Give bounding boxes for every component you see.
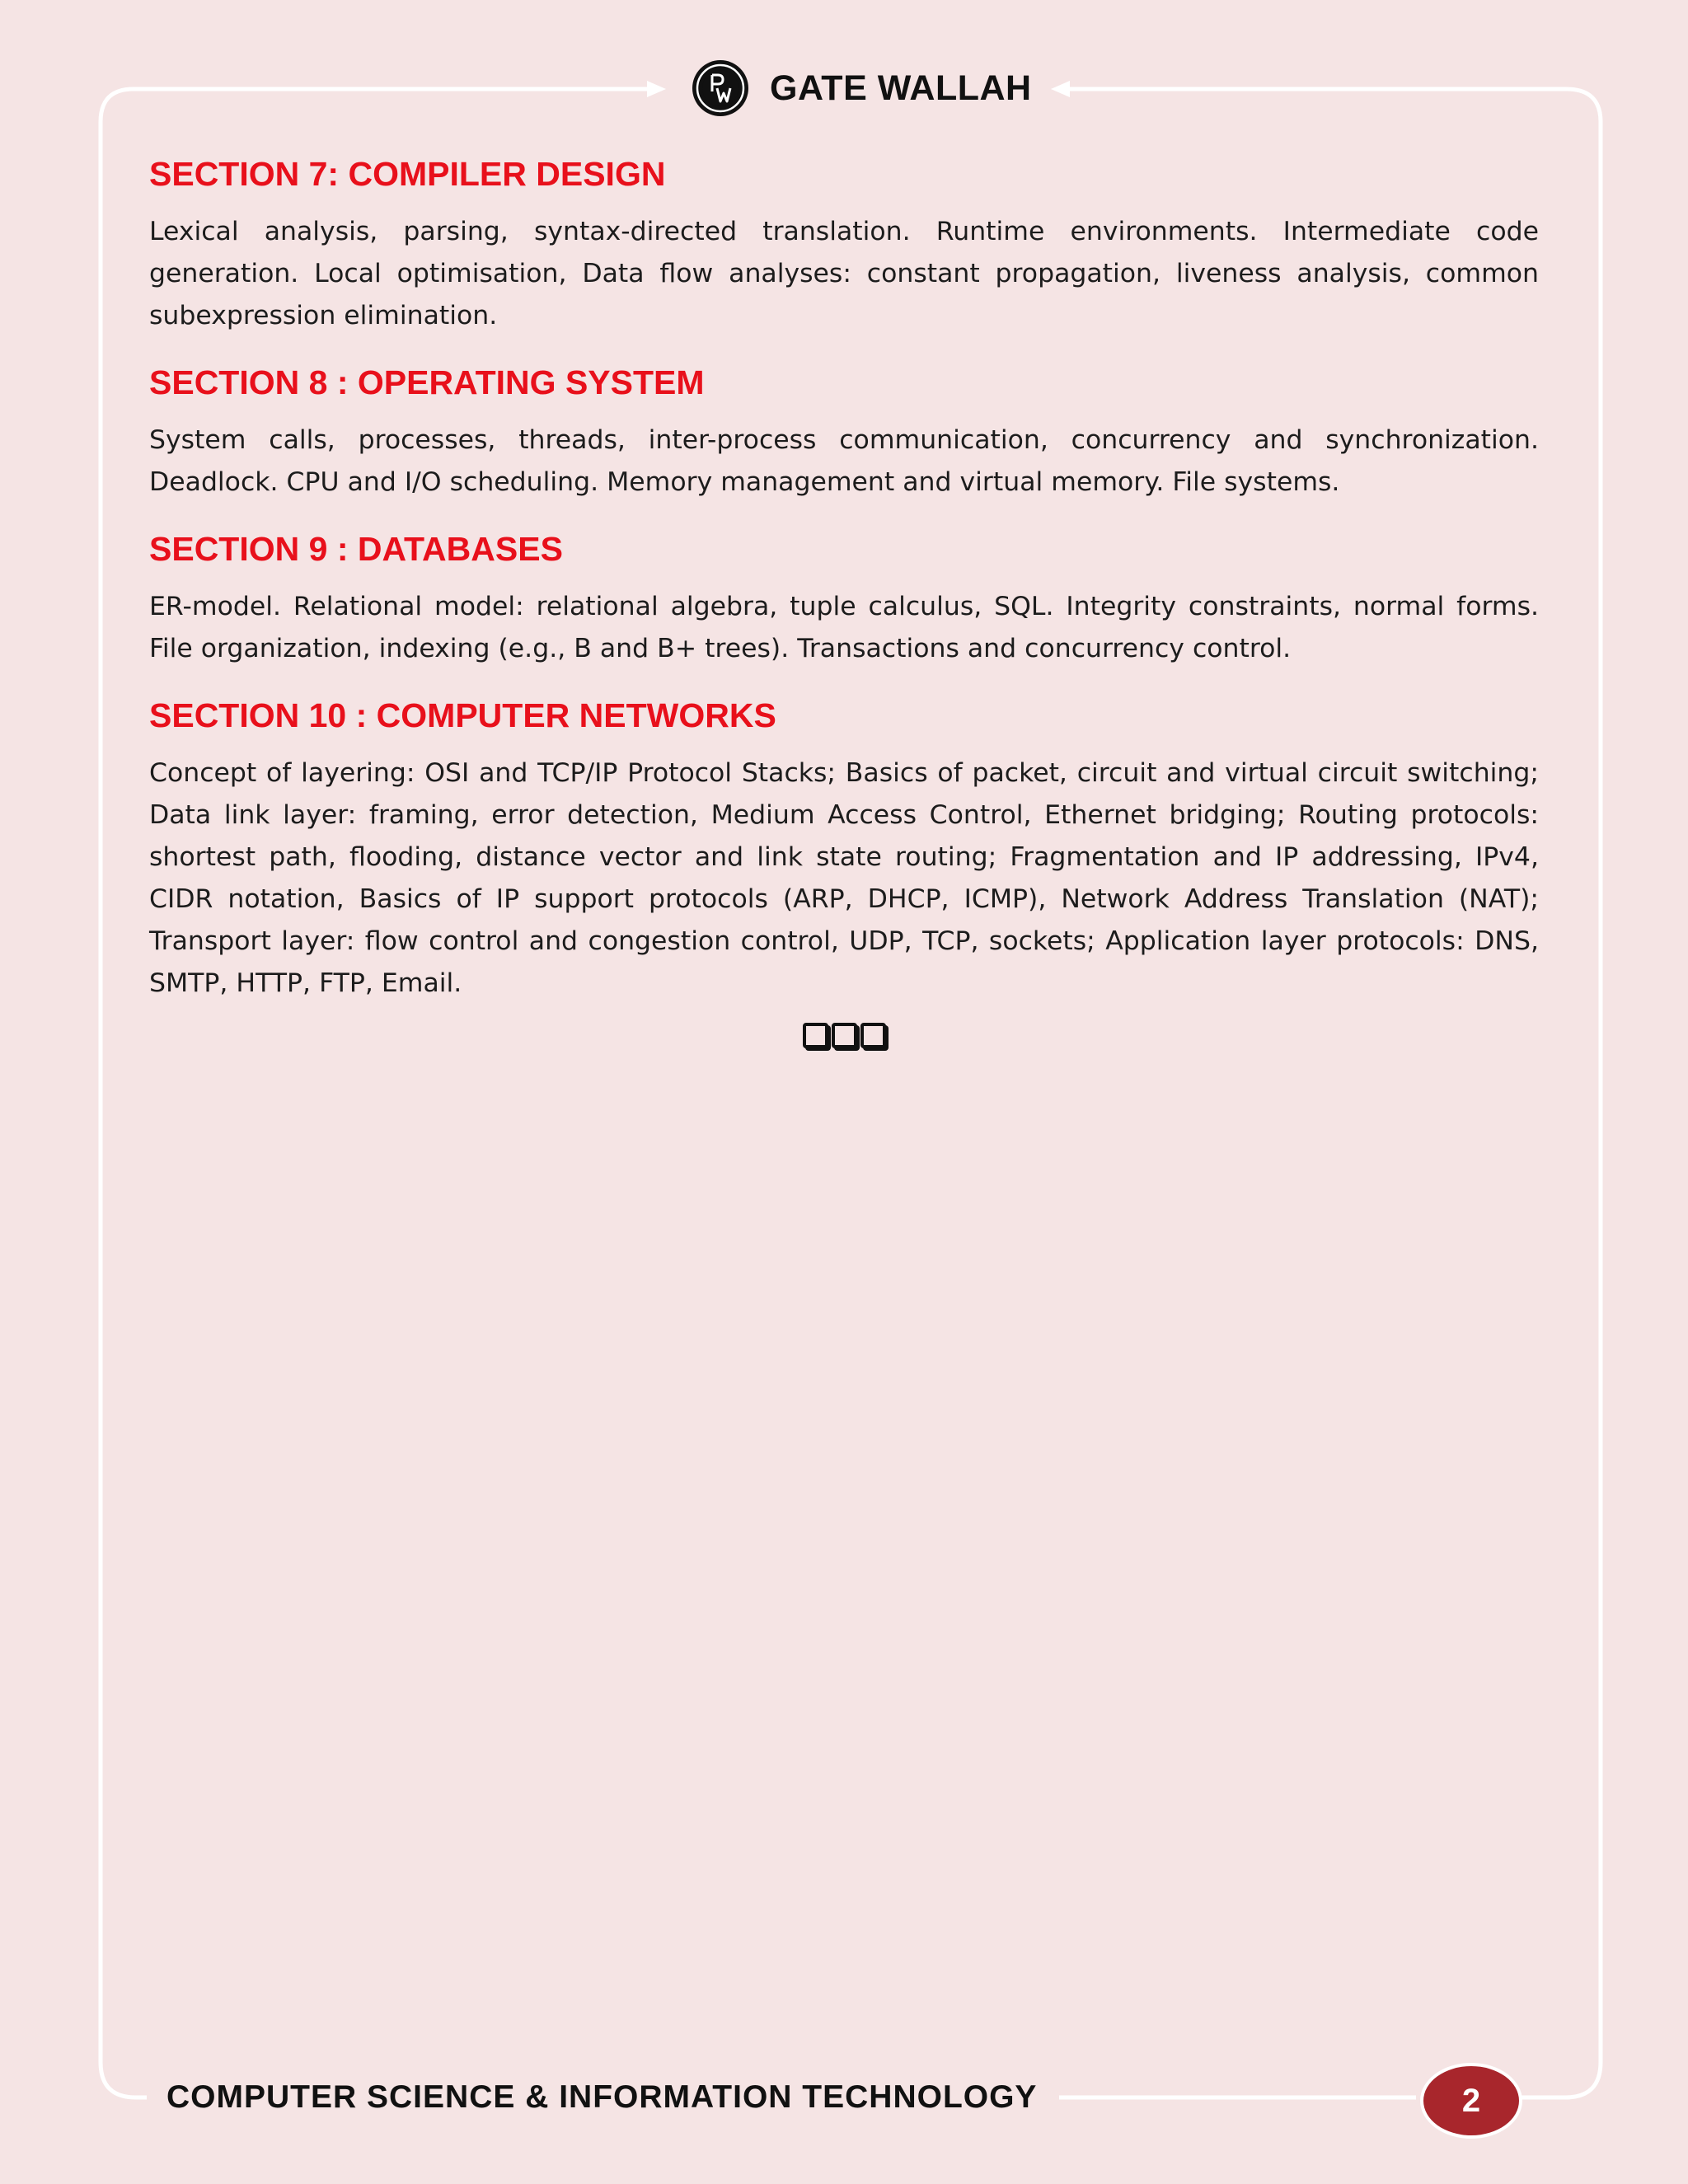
brand-name: GATE WALLAH xyxy=(770,68,1032,108)
section-body: Lexical analysis, parsing, syntax-directed translation. Runtime environments. Intermediate code generation. Local optimisation, Data flow analyses: constant propagation, liveness analysis, common subexpression elimination. xyxy=(149,217,1539,330)
section-title: SECTION 7: COMPILER DESIGN xyxy=(149,155,666,193)
section-title: SECTION 10 : COMPUTER NETWORKS xyxy=(149,696,776,734)
end-box-icon xyxy=(803,1023,828,1048)
section-body: ER-model. Relational model: relational algebra, tuple calculus, SQL. Integrity constraints, normal forms. File organization, indexing (e.g., B and B+ trees). Transactions and concurrency control. xyxy=(149,592,1539,663)
header xyxy=(691,58,1032,119)
end-box-icon xyxy=(860,1023,886,1048)
section-body: System calls, processes, threads, inter-process communication, concurrency and synchronization. Deadlock. CPU and I/O scheduling. Memory management and virtual memory. File systems. xyxy=(149,425,1539,497)
footer-subject-title: COMPUTER SCIENCE & INFORMATION TECHNOLOGY xyxy=(166,2079,1038,2115)
section-title: SECTION 8 : OPERATING SYSTEM xyxy=(149,363,705,401)
section-body: Concept of layering: OSI and TCP/IP Protocol Stacks; Basics of packet, circuit and virtual circuit switching; Data link layer: framing, error detection, Medium Access Control, Ethernet bridging; Routing protocols: shortest path, flooding, distance vector and link state routing; Fragmentation and IP addressing, IPv4, CIDR notation, Basics of IP support protocols (ARP, DHCP, ICMP), Network Address Translation (NAT); Transport layer: flow control and congestion control, UDP, TCP, sockets; Application layer protocols: DNS, SMTP, HTTP, FTP, Email. xyxy=(149,758,1539,998)
end-of-content-marks xyxy=(149,1023,1539,1048)
pw-logo-icon xyxy=(691,59,750,118)
page-number-badge: 2 xyxy=(1420,2063,1522,2139)
section-title: SECTION 9 : DATABASES xyxy=(149,530,563,568)
end-box-icon xyxy=(832,1023,857,1048)
main-content xyxy=(149,147,1539,1048)
